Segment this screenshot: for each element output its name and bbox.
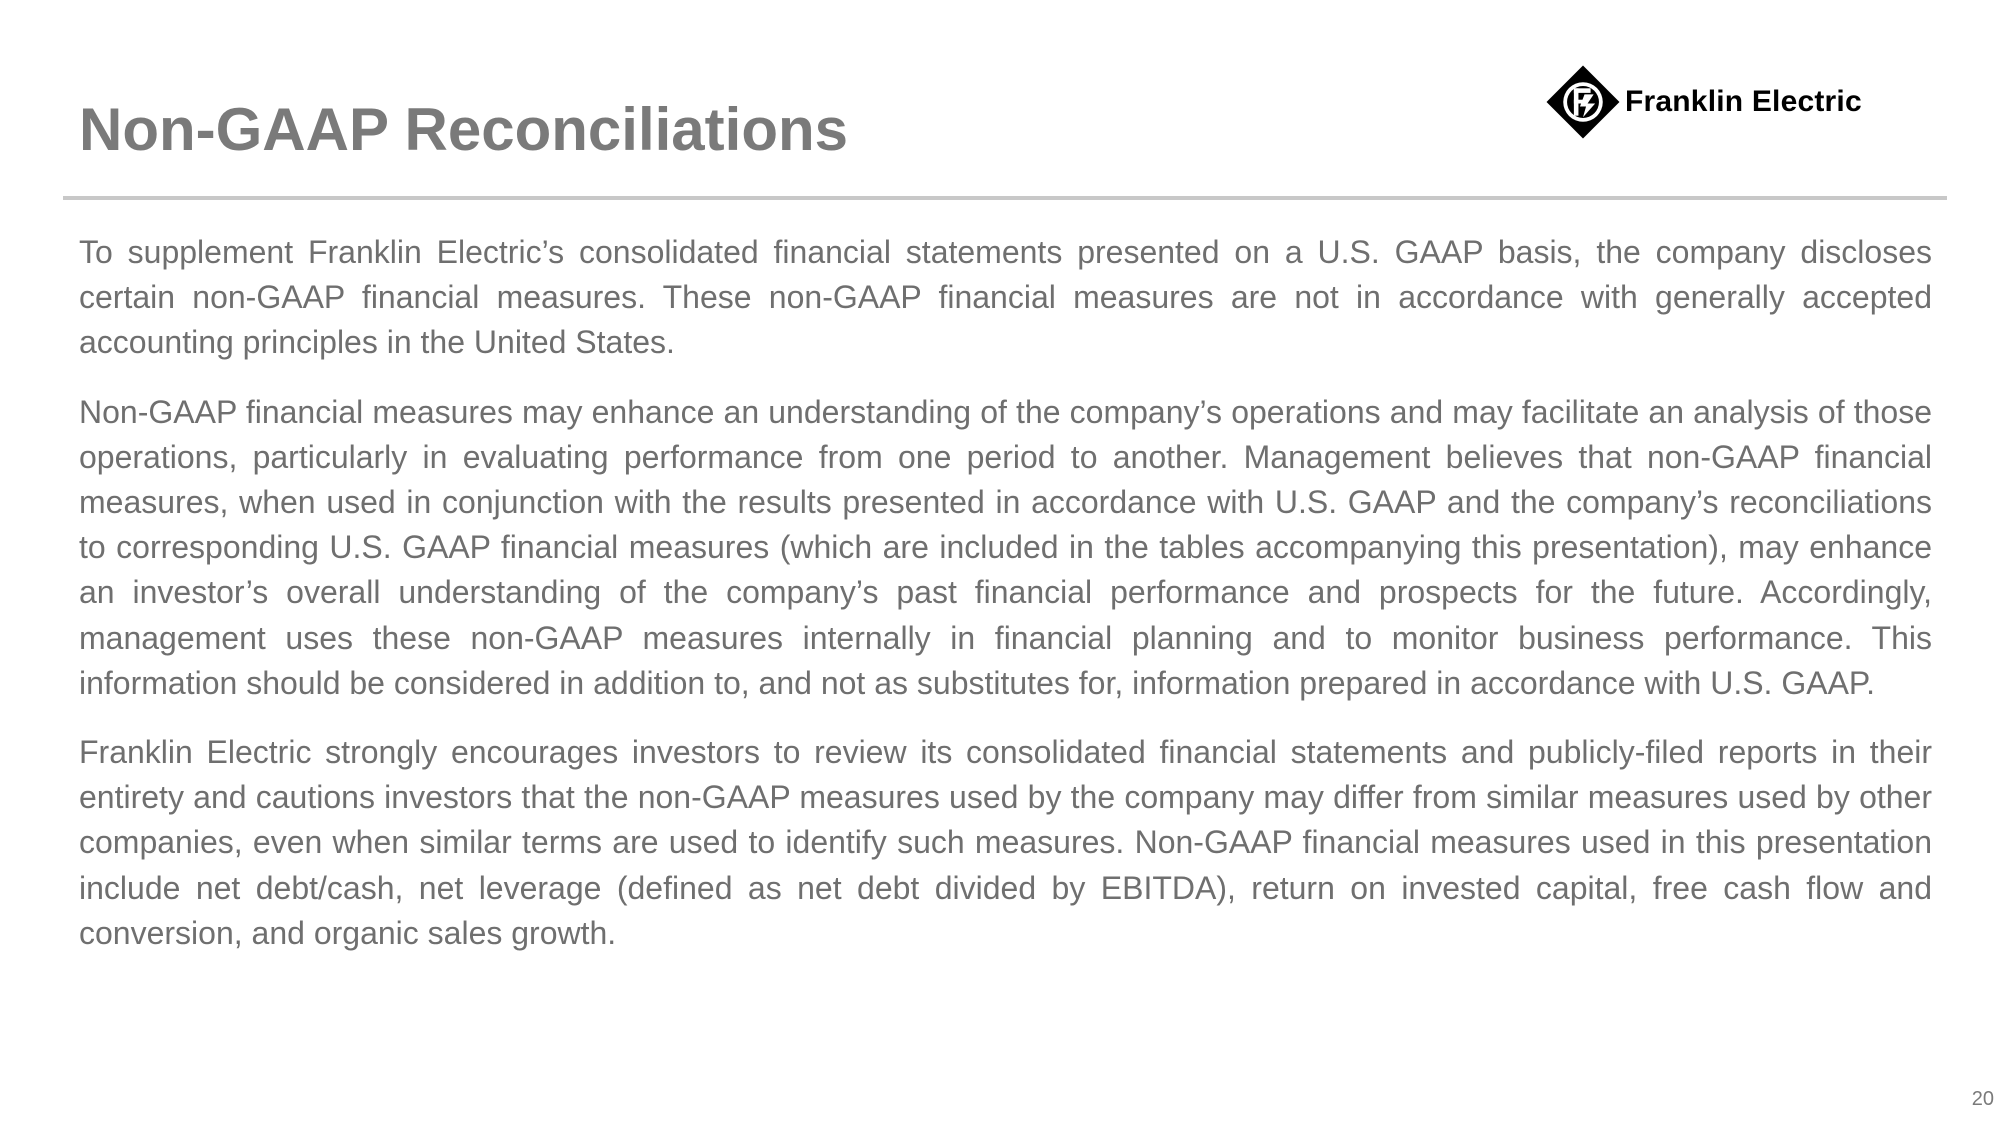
title-divider bbox=[63, 196, 1947, 200]
body-text bbox=[79, 230, 1932, 980]
franklin-electric-diamond-icon bbox=[1545, 64, 1621, 140]
page-title: Non-GAAP Reconciliations bbox=[79, 96, 848, 163]
paragraph-purpose: Non-GAAP financial measures may enhance an understanding of the company’s operations and may facilitate an analysis of those operations, particularly in evaluating performance from one period to another. Management believes that non-GAAP financial measures, when used in conjunction with the results presented in accordance with U.S. GAAP and the company’s reconciliations to corresponding U.S. GAAP financial measures (which are included in the tables accompanying this presentation), may enhance an investor’s overall understanding of the company’s past financial performance and prospects for the future. Accordingly, management uses these non-GAAP measures internally in financial planning and to monitor business performance. This information should be considered in addition to, and not as substitutes for, information prepared in accordance with U.S. GAAP. bbox=[79, 393, 1932, 701]
page-number: 20 bbox=[1971, 1088, 1994, 1110]
company-logo bbox=[1545, 64, 1862, 140]
paragraph-caution: Franklin Electric strongly encourages investors to review its consolidated financial statements and publicly-filed reports in their entirety and cautions investors that the non-GAAP measures used by the company may differ from similar measures used by other companies, even when similar terms are used to identify such measures. Non-GAAP financial measures used in this presentation include net debt/cash, net leverage (defined as net debt divided by EBITDA), return on invested capital, free cash flow and conversion, and organic sales growth. bbox=[79, 734, 1932, 951]
logo-text: Franklin Electric bbox=[1625, 85, 1862, 118]
paragraph-intro: To supplement Franklin Electric’s consolidated financial statements presented on a U.S. GAAP basis, the company discloses certain non-GAAP financial measures. These non-GAAP financial measures are not in accordance with generally accepted accounting principles in the United States. bbox=[79, 234, 1932, 361]
